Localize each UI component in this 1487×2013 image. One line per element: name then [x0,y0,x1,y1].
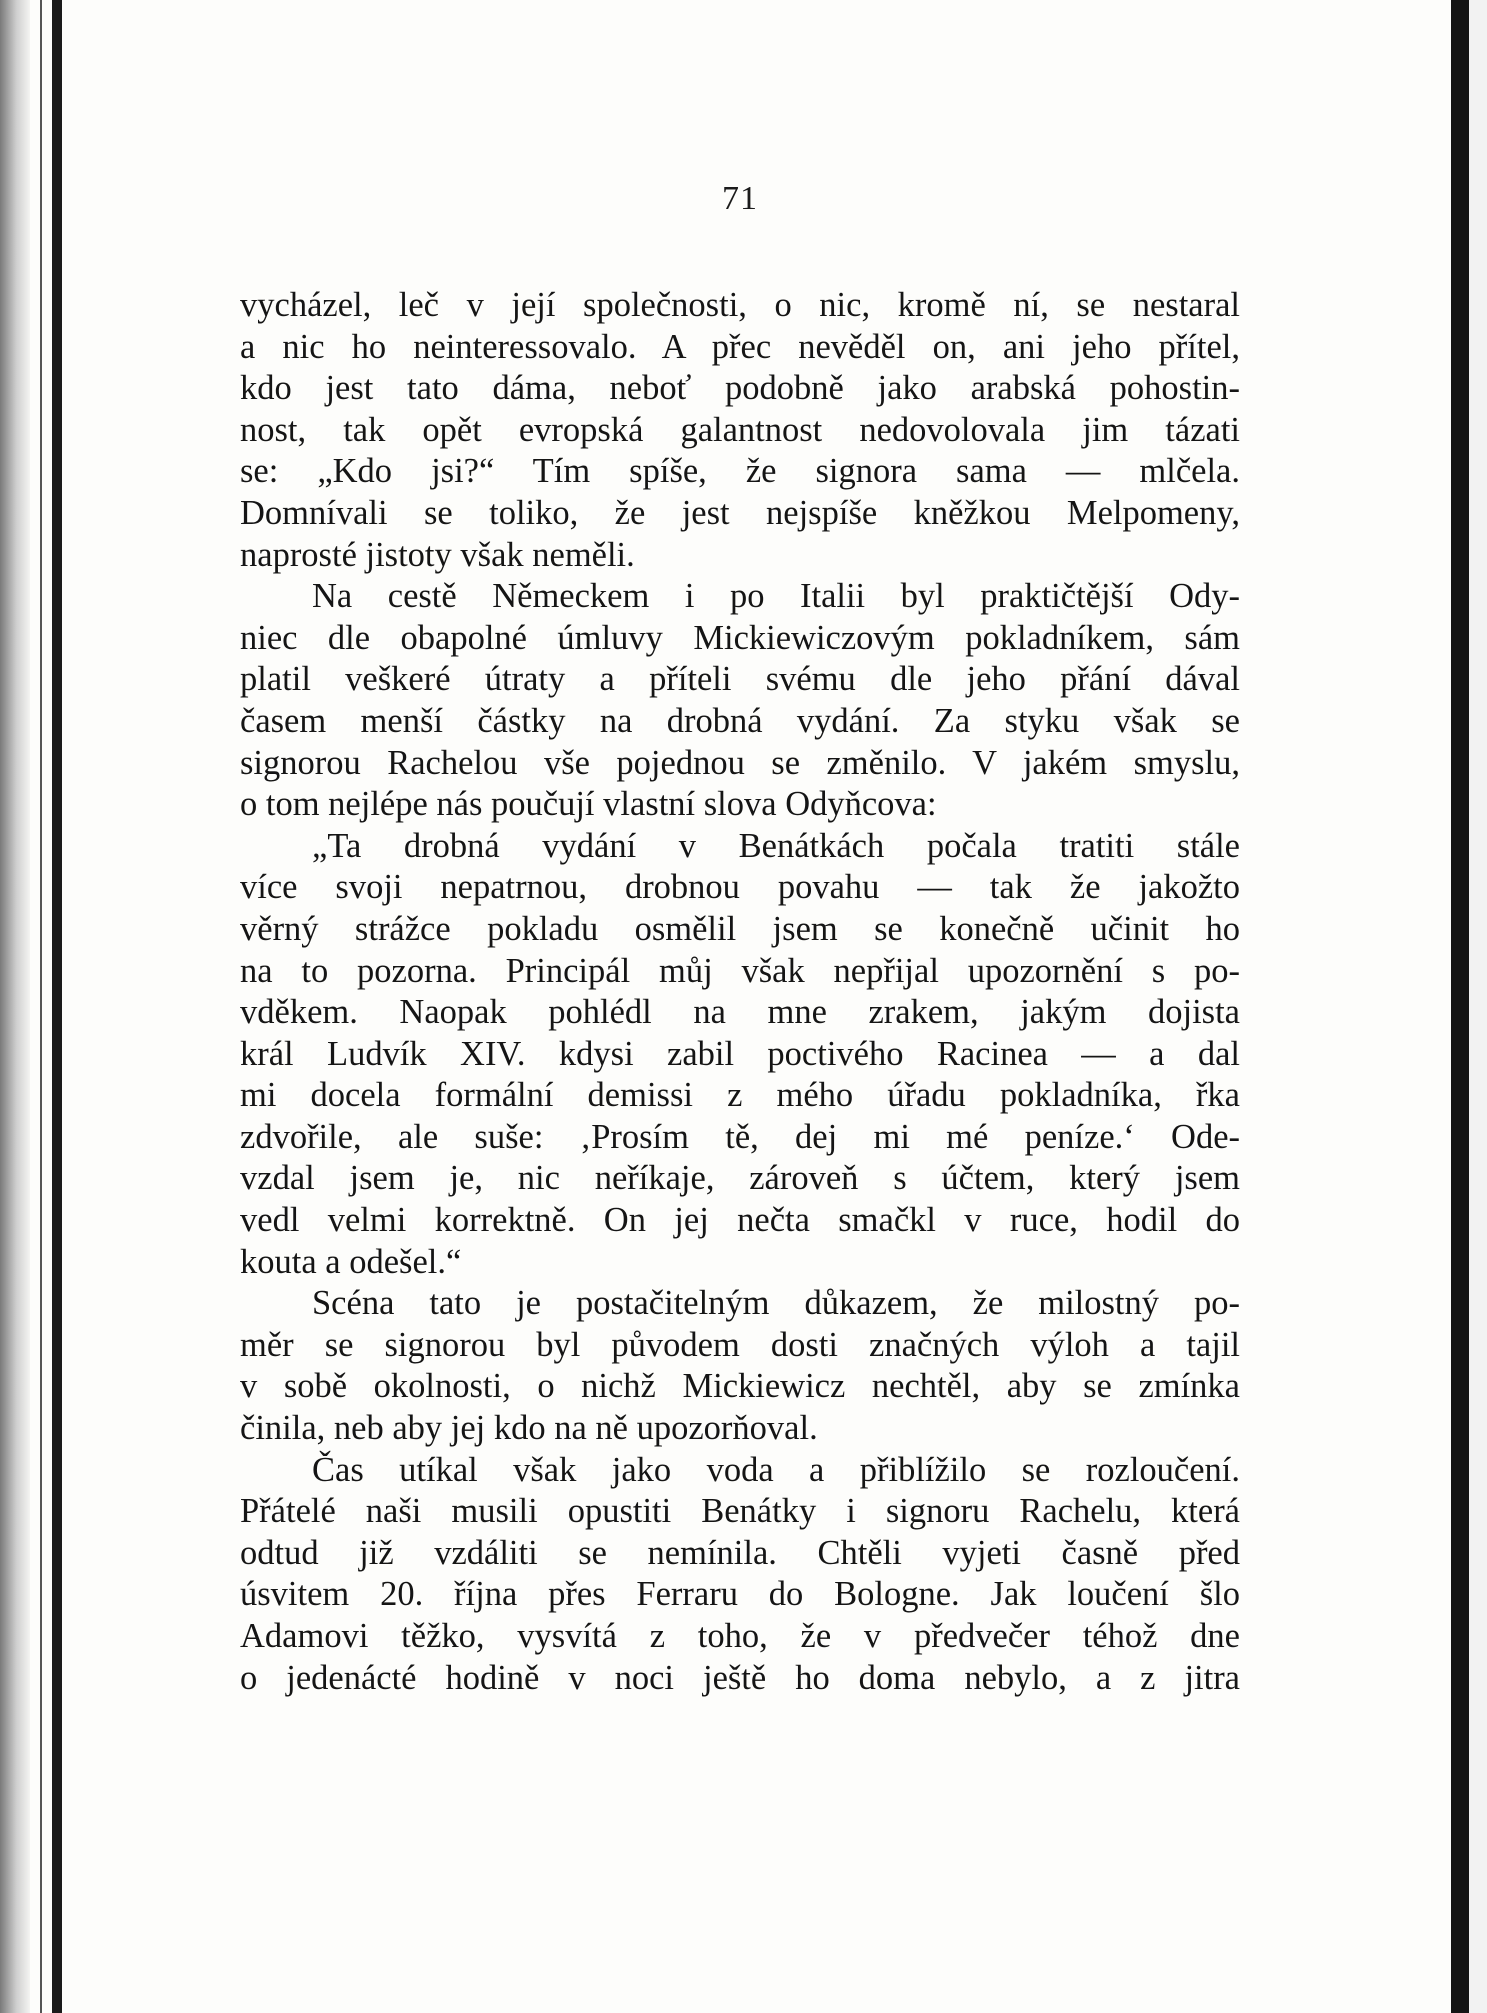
text-line: mi docela formální demissi z mého úřadu pokladníka, řka [240,1076,1240,1115]
text-line: zdvořile, ale suše: ‚Prosím tě, dej mi mé peníze.‘ Ode- [240,1117,1240,1156]
page-number: 71 [722,180,758,217]
text-line: měr se signorou byl původem dosti značných výloh a tajil [240,1325,1240,1364]
text-line: Scéna tato je postačitelným důkazem, že milostný po- [312,1284,1240,1323]
text-line: Domnívali se toliko, že jest nejspíše kněžkou Melpomeny, [240,493,1240,532]
text-line: v sobě okolnosti, o nichž Mickiewicz nechtěl, aby se zmínka [240,1367,1240,1406]
text-line: o tom nejlépe nás poučují vlastní slova Odyňcova: [240,785,937,824]
text-line: více svoji nepatrnou, drobnou povahu — tak že jakožto [240,868,1240,907]
text-line: činila, neb aby jej kdo na ně upozorňoval. [240,1409,818,1448]
text-line: Adamovi těžko, vysvítá z toho, že v předvečer téhož dne [240,1617,1240,1655]
text-line: vycházel, leč v její společnosti, o nic, kromě ní, se nestaral [240,286,1240,324]
body-text [240,285,1240,1699]
text-line: niec dle obapolné úmluvy Mickiewiczovým pokladníkem, sám [240,618,1240,657]
text-line: se: „Kdo jsi?“ Tím spíše, že signora sama — mlčela. [240,452,1240,491]
text-line: věrný strážce pokladu osmělil jsem se konečně učinit ho [240,909,1240,948]
text-line: vedl velmi korrektně. On jej nečta smačkl v ruce, hodil do [240,1201,1240,1240]
book-spine-shadow [0,0,30,2013]
right-page-edge-bar [1451,0,1469,2013]
text-line: „Ta drobná vydání v Benátkách počala tratiti stále [312,826,1240,865]
text-line: nost, tak opět evropská galantnost nedovolovala jim tázati [240,410,1240,449]
text-line: platil veškeré útraty a příteli svému dle jeho přání dával [240,660,1240,699]
text-line: časem menší částky na drobná vydání. Za styku však se [240,701,1240,740]
text-line: úsvitem 20. října přes Ferraru do Bologne. Jak loučení šlo [240,1575,1240,1614]
text-line: vděkem. Naopak pohlédl na mne zrakem, jakým dojista [240,993,1240,1032]
right-page-margin [1469,0,1487,2013]
text-line: Na cestě Německem i po Italii byl praktičtější Ody- [312,577,1240,616]
text-line: na to pozorna. Principál můj však nepřijal upozornění s po- [240,951,1240,990]
text-line: naprosté jistoty však neměli. [240,535,635,574]
text-line: vzdal jsem je, nic neříkaje, zároveň s účtem, který jsem [240,1159,1240,1198]
text-line: kouta a odešel.“ [240,1242,462,1281]
text-line: signorou Rachelou vše pojednou se změnilo. V jakém smyslu, [240,743,1240,782]
text-line: a nic ho neinteressovalo. A přec nevěděl on, ani jeho přítel, [240,327,1240,366]
text-line: král Ludvík XIV. kdysi zabil poctivého Racinea — a dal [240,1034,1240,1073]
text-line: Přátelé naši musili opustiti Benátky i signoru Rachelu, která [240,1492,1240,1531]
text-line: Čas utíkal však jako voda a přiblížilo se rozloučení. [312,1450,1240,1489]
text-line: kdo jest tato dáma, neboť podobně jako arabská pohostin- [240,369,1240,408]
binding-bar [52,0,62,2013]
text-line: o jedenácté hodině v noci ještě ho doma nebylo, a z jitra [240,1658,1240,1697]
binding-edge [40,0,42,2013]
text-line: odtud již vzdáliti se nemínila. Chtěli vyjeti časně před [240,1533,1240,1572]
